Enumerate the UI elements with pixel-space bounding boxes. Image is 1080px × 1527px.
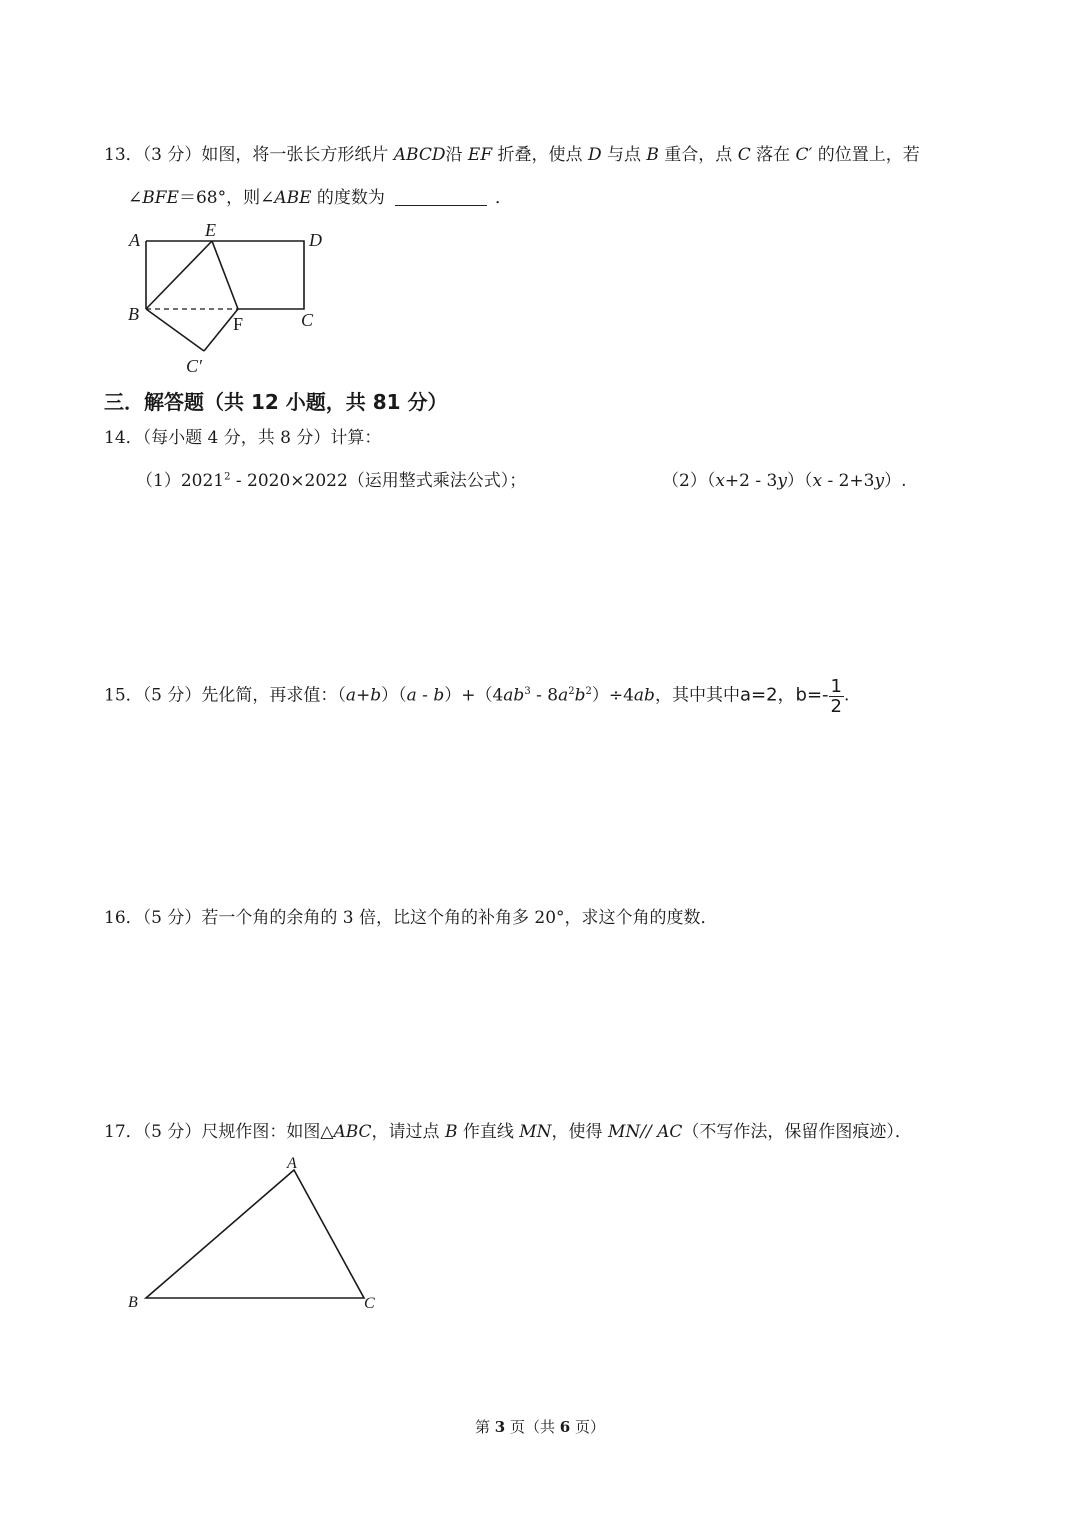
q14-part2: （2）（x+2 - 3y）（x - 2+3y）. [662, 471, 907, 491]
edge-be [146, 241, 212, 309]
label-e: E [205, 220, 216, 240]
q17-text: 17．（5 分）尺规作图：如图△ABC，请过点 B 作直线 MN，使得 MN// AC（不写作法，保留作图痕迹）． [104, 1122, 912, 1142]
q16-text: 16．（5 分）若一个角的余角的 3 倍，比这个角的补角多 20°，求这个角的度数． [104, 908, 718, 928]
q13-line1: 13．（3 分）如图，将一张长方形纸片 ABCD沿 EF 折叠，使点 D 与点 B 重合，点 C 落在 C′ 的位置上，若 [104, 145, 920, 165]
q13-figure [120, 218, 340, 380]
section-title: 三．解答题（共 12 小题，共 81 分） [104, 390, 448, 414]
label-c: C [301, 310, 314, 330]
edge-bc-prime [146, 309, 204, 351]
page-footer: 第 3 页（共 6 页） [475, 1418, 605, 1436]
q14-stem: 14．（每小题 4 分，共 8 分）计算： [104, 428, 382, 448]
q15-fraction: $\frac{1}{2}$ [830, 675, 842, 717]
q13-line2: ∠BFE＝68°，则∠ABE 的度数为 ． [128, 188, 512, 208]
page-total: 6 [559, 1418, 571, 1436]
label-b: B [128, 1294, 138, 1311]
triangle-abc [146, 1170, 364, 1298]
edge-ef [212, 241, 238, 309]
page-number: 3 [494, 1418, 506, 1436]
q15-values: a=2，b=- [739, 684, 829, 706]
label-b: B [128, 304, 139, 324]
q14-part1: （1）2021$^2$ - 2020×2022（运用整式乘法公式）； [136, 471, 527, 491]
q15-text: 15．（5 分）先化简，再求值：$(a+b)(a - b)+(4ab^3 - 8a^2b^2)\div 4ab$，其中其中a=2，b=- $\frac{1}{2}$ . [104, 675, 850, 717]
label-a: A [129, 230, 140, 250]
label-d: D [309, 230, 322, 250]
q17-triangle-figure [118, 1150, 398, 1320]
label-c-prime: C′ [186, 356, 202, 376]
label-f: F [233, 314, 244, 334]
answer-blank[interactable] [395, 187, 487, 206]
label-c: C [364, 1295, 375, 1312]
label-a: A [287, 1155, 297, 1172]
